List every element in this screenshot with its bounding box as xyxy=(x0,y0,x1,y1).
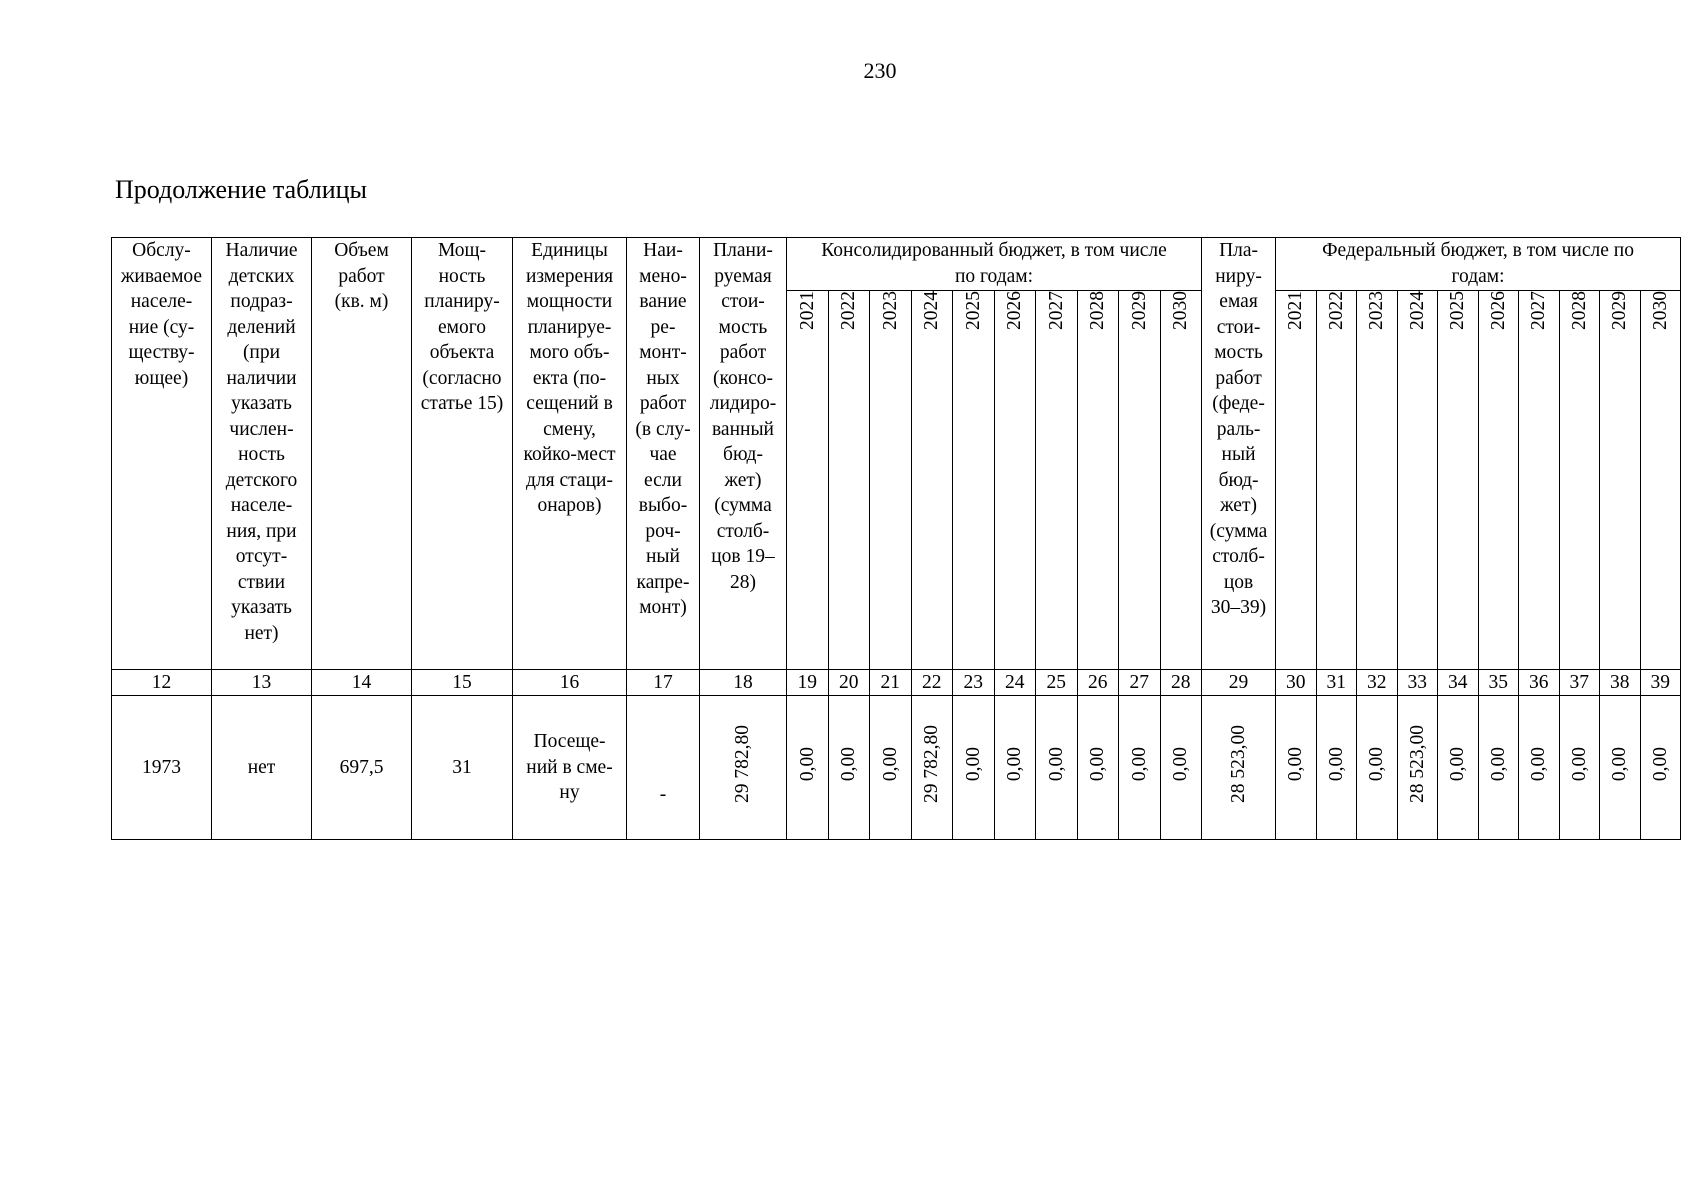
column-number: 18 xyxy=(700,670,787,696)
table-caption: Продолжение таблицы xyxy=(115,175,367,204)
column-number: 34 xyxy=(1438,670,1479,696)
column-number: 31 xyxy=(1316,670,1357,696)
cell-federal-year: 0,00 xyxy=(1600,696,1641,840)
column-number: 38 xyxy=(1600,670,1641,696)
table-row xyxy=(112,696,1681,840)
header-year-consolidated: 2023 xyxy=(870,291,912,670)
column-number: 30 xyxy=(1276,670,1317,696)
header-year-federal: 2024 xyxy=(1397,291,1438,670)
cell-consolidated-year: 0,00 xyxy=(1077,696,1119,840)
cell-repair-name: - xyxy=(627,696,700,840)
header-planned-cost-consolidated: Плани- руемая стои- мость работ (консо- лидиро- ванный бюд- жет) (сумма столб- цов 19– 28) xyxy=(700,238,787,670)
cell-federal-year: 0,00 xyxy=(1438,696,1479,840)
header-capacity-units: Единицы измерения мощности планируе- мого объ- екта (по- сещений в смену, койко-мест для стаци- онаров) xyxy=(513,238,627,670)
column-number: 22 xyxy=(911,670,953,696)
header-year-consolidated: 2029 xyxy=(1119,291,1161,670)
header-year-federal: 2026 xyxy=(1478,291,1519,670)
column-number: 14 xyxy=(312,670,412,696)
header-year-consolidated: 2024 xyxy=(911,291,953,670)
column-number: 27 xyxy=(1119,670,1161,696)
page-number: 230 xyxy=(863,58,897,83)
header-year-consolidated: 2026 xyxy=(994,291,1036,670)
column-number: 19 xyxy=(787,670,829,696)
cell-work-volume: 697,5 xyxy=(312,696,412,840)
column-number: 17 xyxy=(627,670,700,696)
cell-consolidated-year: 0,00 xyxy=(828,696,870,840)
header-population: Обслу- живаемое населе- ние (су- ществу- ющее) xyxy=(112,238,212,670)
column-number: 28 xyxy=(1160,670,1202,696)
header-year-consolidated: 2021 xyxy=(787,291,829,670)
header-row-top xyxy=(112,238,1681,291)
cell-children-units: нет xyxy=(212,696,312,840)
cell-consolidated-year: 0,00 xyxy=(1160,696,1202,840)
header-year-federal: 2028 xyxy=(1559,291,1600,670)
column-number-row xyxy=(112,670,1681,696)
column-number: 29 xyxy=(1202,670,1276,696)
header-federal-budget-group: Федеральный бюджет, в том числе по годам: xyxy=(1276,238,1681,291)
column-number: 33 xyxy=(1397,670,1438,696)
header-capacity: Мощ- ность планиру- емого объекта (согласно статье 15) xyxy=(412,238,513,670)
column-number: 35 xyxy=(1478,670,1519,696)
column-number: 23 xyxy=(953,670,995,696)
cell-consolidated-year: 0,00 xyxy=(1036,696,1078,840)
column-number: 16 xyxy=(513,670,627,696)
column-number: 36 xyxy=(1519,670,1560,696)
cell-federal-year: 0,00 xyxy=(1276,696,1317,840)
column-number: 26 xyxy=(1077,670,1119,696)
cell-planned-cost-federal: 28 523,00 xyxy=(1202,696,1276,840)
column-number: 13 xyxy=(212,670,312,696)
cell-consolidated-year: 0,00 xyxy=(953,696,995,840)
cell-federal-year: 28 523,00 xyxy=(1397,696,1438,840)
header-year-consolidated: 2027 xyxy=(1036,291,1078,670)
header-year-consolidated: 2025 xyxy=(953,291,995,670)
cell-capacity-units: Посеще- ний в сме- ну xyxy=(513,696,627,840)
header-year-consolidated: 2030 xyxy=(1160,291,1202,670)
header-year-federal: 2030 xyxy=(1640,291,1681,670)
column-number: 21 xyxy=(870,670,912,696)
cell-planned-cost-consolidated: 29 782,80 xyxy=(700,696,787,840)
column-number: 25 xyxy=(1036,670,1078,696)
cell-capacity: 31 xyxy=(412,696,513,840)
cell-federal-year: 0,00 xyxy=(1316,696,1357,840)
header-year-federal: 2029 xyxy=(1600,291,1641,670)
column-number: 39 xyxy=(1640,670,1681,696)
column-number: 12 xyxy=(112,670,212,696)
cell-federal-year: 0,00 xyxy=(1640,696,1681,840)
cell-consolidated-year: 0,00 xyxy=(787,696,829,840)
cell-federal-year: 0,00 xyxy=(1519,696,1560,840)
cell-population: 1973 xyxy=(112,696,212,840)
cell-consolidated-year: 0,00 xyxy=(1119,696,1161,840)
cell-consolidated-year: 0,00 xyxy=(994,696,1036,840)
header-year-consolidated: 2028 xyxy=(1077,291,1119,670)
header-repair-name: Наи- мено- вание ре- монт- ных работ (в слу- чае если выбо- роч- ный капре- монт) xyxy=(627,238,700,670)
cell-federal-year: 0,00 xyxy=(1559,696,1600,840)
header-year-federal: 2023 xyxy=(1357,291,1398,670)
header-children-units: Наличие детских подраз- делений (при наличии указать числен- ность детского населе- ния, при отсут- ствии указать нет) xyxy=(212,238,312,670)
header-planned-cost-federal: Пла- ниру- емая стои- мость работ (феде- раль- ный бюд- жет) (сумма столб- цов 30–39) xyxy=(1202,238,1276,670)
header-consolidated-budget-group: Консолидированный бюджет, в том числе по годам: xyxy=(787,238,1202,291)
header-work-volume: Объем работ (кв. м) xyxy=(312,238,412,670)
column-number: 24 xyxy=(994,670,1036,696)
cell-consolidated-year: 29 782,80 xyxy=(911,696,953,840)
cell-federal-year: 0,00 xyxy=(1478,696,1519,840)
header-year-federal: 2027 xyxy=(1519,291,1560,670)
cell-consolidated-year: 0,00 xyxy=(870,696,912,840)
header-year-consolidated: 2022 xyxy=(828,291,870,670)
column-number: 32 xyxy=(1357,670,1398,696)
column-number: 37 xyxy=(1559,670,1600,696)
budget-table xyxy=(111,237,1681,840)
cell-federal-year: 0,00 xyxy=(1357,696,1398,840)
column-number: 15 xyxy=(412,670,513,696)
header-year-federal: 2021 xyxy=(1276,291,1317,670)
column-number: 20 xyxy=(828,670,870,696)
header-year-federal: 2022 xyxy=(1316,291,1357,670)
header-year-federal: 2025 xyxy=(1438,291,1479,670)
